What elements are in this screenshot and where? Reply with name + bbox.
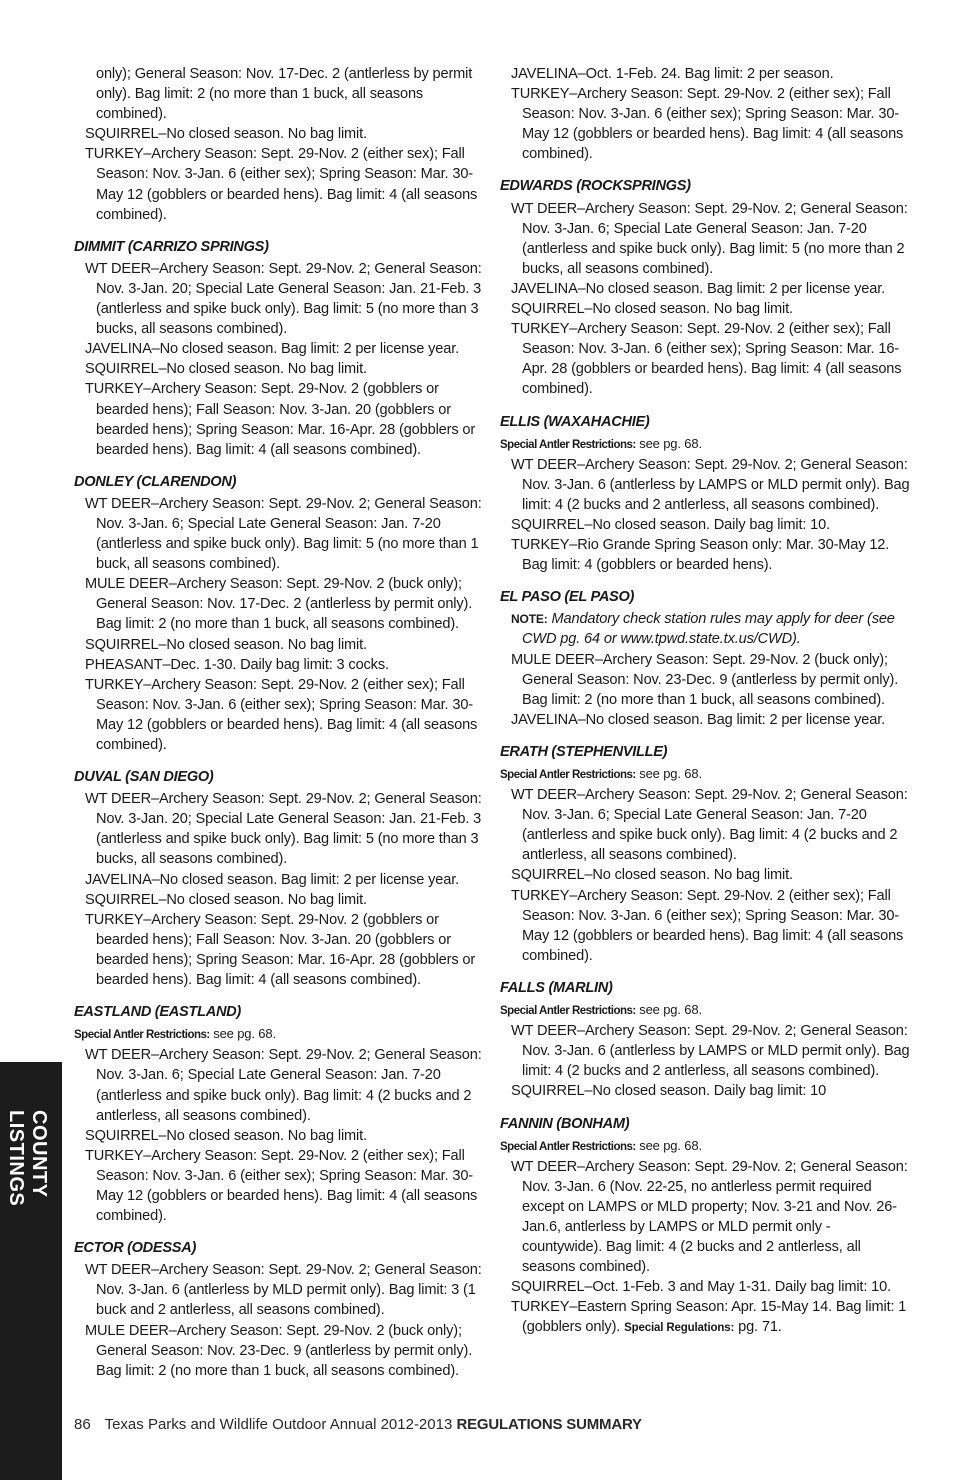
note-line (500, 609, 910, 649)
season-text: SQUIRREL–No closed season. No bag limit. (85, 891, 367, 908)
season-entry (74, 1126, 484, 1146)
season-entry (74, 890, 484, 910)
season-text: SQUIRREL–No closed season. No bag limit. (85, 361, 367, 378)
season-text: SQUIRREL–Oct. 1-Feb. 3 and May 1-31. Daily bag limit: 10. (511, 1279, 891, 1296)
antler-restriction-line (500, 764, 910, 785)
season-entry (500, 650, 910, 710)
season-entry (74, 259, 484, 339)
season-text: TURKEY–Archery Season: Sept. 29-Nov. 2 (gobblers or bearded hens); Fall Season: Nov. 3-Jan. 20 (gobblers or bearded hens); Spring Season: Mar. 16-Apr. 28 (gobblers or bearded hens). Bag limit: 4 (all seasons combined). (85, 381, 476, 458)
season-entry (500, 299, 910, 319)
season-text: JAVELINA–No closed season. Bag limit: 2 per license year. (85, 341, 460, 358)
season-text: WT DEER–Archery Season: Sept. 29-Nov. 2; General Season: Nov. 3-Jan. 6; Special Late General Season: Jan. 7-20 (antlerless and spike buck only). Bag limit: 5 (no more than 2 bucks, all seasons combined). (511, 200, 908, 277)
season-entry (74, 870, 484, 890)
season-text: WT DEER–Archery Season: Sept. 29-Nov. 2; General Season: Nov. 3-Jan. 6 (Nov. 22-25, no antlerless permit required except on LAMPS or MLD property; Nov. 3-21 and Nov. 26-Jan.6, antlerless by LAMPS or MLD permit only - countywide). Bag limit: 4 (2 bucks and 2 antlerless, all seasons combined). (511, 1158, 908, 1276)
season-text: TURKEY–Archery Season: Sept. 29-Nov. 2 (either sex); Fall Season: Nov. 3-Jan. 6 (either sex); Spring Season: Mar. 30-May 12 (gobblers or bearded hens). Bag limit: 4 (all seasons combined). (85, 1147, 478, 1225)
season-text: SQUIRREL–No closed season. No bag limit. (85, 1127, 367, 1144)
season-text: WT DEER–Archery Season: Sept. 29-Nov. 2; General Season: Nov. 3-Jan. 20; Special Late General Season: Jan. 21-Feb. 3 (antlerless and spike buck only). Bag limit: 5 (no more than 3 bucks, all seasons combined). (85, 791, 482, 868)
county-heading: ECTOR (ODESSA) (74, 1240, 197, 1257)
season-text: SQUIRREL–No closed season. No bag limit. (511, 867, 793, 884)
season-entry (74, 494, 484, 574)
season-entry (500, 319, 910, 399)
season-entry (74, 379, 484, 459)
season-text: SQUIRREL–No closed season. No bag limit. (85, 636, 367, 653)
season-text: WT DEER–Archery Season: Sept. 29-Nov. 2; General Season: Nov. 3-Jan. 6; Special Late General Season: Jan. 7-20 (antlerless and spike buck only). Bag limit: 4 (2 bucks and 2 antlerless, all seasons combined). (511, 787, 908, 864)
season-text: only); General Season: Nov. 17-Dec. 2 (antlerless by permit only). Bag limit: 2 (no more than 1 buck, all seasons combined). (96, 66, 473, 123)
season-entry (500, 199, 910, 279)
season-text: TURKEY–Archery Season: Sept. 29-Nov. 2 (either sex); Fall Season: Nov. 3-Jan. 6 (either sex); Spring Season: Mar. 30-May 12 (gobblers or bearded hens). Bag limit: 4 (all seasons combined). (511, 86, 904, 163)
restriction-text: see pg. 68. (635, 1002, 702, 1018)
season-text: TURKEY–Archery Season: Sept. 29-Nov. 2 (gobblers or bearded hens); Fall Season: Nov. 3-Jan. 20 (gobblers or bearded hens); Spring Season: Mar. 16-Apr. 28 (gobblers or bearded hens). Bag limit: 4 (all seasons combined). (85, 911, 476, 989)
season-text: JAVELINA–No closed season. Bag limit: 2 per license year. (511, 711, 886, 728)
season-text: MULE DEER–Archery Season: Sept. 29-Nov. 2 (buck only); General Season: Nov. 23-Dec. 9 (antlerless by permit only). Bag limit: 2 (no more than 1 buck, all seasons combined). (511, 651, 899, 708)
antler-restriction-line (500, 1136, 910, 1157)
season-entry (500, 64, 910, 84)
season-text: MULE DEER–Archery Season: Sept. 29-Nov. 2 (buck only); General Season: Nov. 23-Dec. 9 (antlerless by permit only). Bag limit: 2 (no more than 1 buck, all seasons combined). (85, 1322, 473, 1379)
season-entry (74, 910, 484, 990)
season-text: JAVELINA–No closed season. Bag limit: 2 per license year. (511, 280, 886, 297)
season-entry (74, 1146, 484, 1226)
county-heading: EASTLAND (EASTLAND) (74, 1004, 241, 1021)
left-column (74, 64, 484, 1381)
season-text: PHEASANT–Dec. 1-30. Daily bag limit: 3 cocks. (85, 656, 389, 673)
restriction-label: Special Antler Restrictions: (500, 1140, 636, 1153)
season-entry (500, 1021, 910, 1081)
season-entry (500, 1157, 910, 1278)
right-column (500, 64, 910, 1339)
season-text: WT DEER–Archery Season: Sept. 29-Nov. 2; General Season: Nov. 3-Jan. 6; Special Late General Season: Jan. 7-20 (antlerless and spike buck only). Bag limit: 5 (no more than 1 buck, all seasons combined). (85, 495, 482, 573)
season-entry (74, 339, 484, 359)
season-entry (500, 1081, 910, 1101)
season-text: SQUIRREL–No closed season. No bag limit. (85, 126, 367, 143)
season-entry (500, 1297, 910, 1338)
restriction-label: Special Antler Restrictions: (500, 438, 636, 451)
season-text: SQUIRREL–No closed season. No bag limit. (511, 301, 793, 318)
season-entry (500, 455, 910, 515)
season-entry (74, 574, 484, 634)
season-text: MULE DEER–Archery Season: Sept. 29-Nov. 2 (buck only); General Season: Nov. 17-Dec. 2 (antlerless by permit only). Bag limit: 2 (no more than 1 buck, all seasons combined). (85, 576, 473, 633)
county-heading: FALLS (MARLIN) (500, 979, 613, 996)
antler-restriction-line (500, 1000, 910, 1021)
season-text: JAVELINA–Oct. 1-Feb. 24. Bag limit: 2 per season. (511, 66, 834, 82)
season-entry (500, 515, 910, 535)
season-entry (74, 124, 484, 144)
season-entry (74, 655, 484, 675)
season-entry (500, 785, 910, 865)
season-entry (500, 865, 910, 885)
restriction-label: Special Antler Restrictions: (500, 1005, 636, 1018)
season-text: SQUIRREL–No closed season. Daily bag limit: 10 (511, 1083, 827, 1100)
season-text: WT DEER–Archery Season: Sept. 29-Nov. 2; General Season: Nov. 3-Jan. 6 (antlerless by LAMPS or MLD permit only). Bag limit: 4 (2 bucks and 2 antlerless, all seasons combined). (511, 456, 910, 513)
special-regulations-label: Special Regulations: (624, 1322, 735, 1335)
county-heading: EDWARDS (ROCKSPRINGS) (500, 178, 691, 195)
note-text: Mandatory check station rules may apply for deer (see CWD pg. 64 or www.tpwd.state.tx.us/CWD). (522, 611, 895, 648)
restriction-text: see pg. 68. (635, 1137, 702, 1153)
county-heading: ERATH (STEPHENVILLE) (500, 743, 668, 760)
page-number: 86 (74, 1416, 91, 1433)
season-entry (74, 635, 484, 655)
antler-restriction-line (74, 1024, 484, 1045)
special-regulations-text: pg. 71. (734, 1319, 782, 1336)
restriction-text: see pg. 68. (635, 435, 702, 451)
season-text: WT DEER–Archery Season: Sept. 29-Nov. 2; General Season: Nov. 3-Jan. 6 (antlerless by MLD permit only). Bag limit: 3 (1 buck and 2 antlerless, all seasons combined). (85, 1262, 482, 1319)
season-entry (74, 144, 484, 224)
season-text: TURKEY–Rio Grande Spring Season only: Mar. 30-May 12. Bag limit: 4 (gobblers or bearded hens). (511, 537, 890, 574)
publication-title: Texas Parks and Wildlife Outdoor Annual 2012-2013 (104, 1416, 453, 1433)
section-title: REGULATIONS SUMMARY (456, 1416, 642, 1433)
restriction-label: Special Antler Restrictions: (500, 769, 636, 781)
season-text: SQUIRREL–No closed season. Daily bag limit: 10. (511, 516, 831, 533)
season-entry (500, 84, 910, 164)
season-text: TURKEY–Archery Season: Sept. 29-Nov. 2 (either sex); Fall Season: Nov. 3-Jan. 6 (either sex); Spring Season: Mar. 16-Apr. 28 (gobblers or bearded hens). Bag limit: 4 (all seasons combined). (511, 321, 902, 398)
season-text: TURKEY–Archery Season: Sept. 29-Nov. 2 (either sex); Fall Season: Nov. 3-Jan. 6 (either sex); Spring Season: Mar. 30-May 12 (gobblers or bearded hens). Bag limit: 4 (all seasons combined). (85, 676, 478, 753)
season-entry (74, 1260, 484, 1320)
season-entry (500, 1277, 910, 1297)
county-heading: FANNIN (BONHAM) (500, 1115, 630, 1132)
season-entry (74, 64, 484, 124)
season-text: TURKEY–Archery Season: Sept. 29-Nov. 2 (either sex); Fall Season: Nov. 3-Jan. 6 (either sex); Spring Season: Mar. 30-May 12 (gobblers or bearded hens). Bag limit: 4 (all seasons combined). (511, 887, 904, 964)
season-entry (74, 675, 484, 755)
season-entry (500, 886, 910, 966)
season-entry (500, 710, 910, 730)
antler-restriction-line (500, 434, 910, 455)
season-entry (74, 789, 484, 869)
county-heading: DIMMIT (CARRIZO SPRINGS) (74, 238, 269, 255)
season-entry (74, 359, 484, 379)
sidebar-label: COUNTY LISTINGS (5, 1110, 50, 1207)
season-text: TURKEY–Eastern Spring Season: Apr. 15-May 14. Bag limit: 1 (gobblers only). (511, 1299, 907, 1336)
county-heading: DUVAL (SAN DIEGO) (74, 769, 214, 786)
restriction-label: Special Antler Restrictions: (74, 1029, 210, 1042)
note-label: NOTE: (511, 612, 548, 627)
season-text: WT DEER–Archery Season: Sept. 29-Nov. 2; General Season: Nov. 3-Jan. 20; Special Late General Season: Jan. 21-Feb. 3 (antlerless and spike buck only). Bag limit: 5 (no more than 3 bucks, all seasons combined). (85, 260, 482, 338)
season-text: WT DEER–Archery Season: Sept. 29-Nov. 2; General Season: Nov. 3-Jan. 6 (antlerless by LAMPS or MLD permit only). Bag limit: 4 (2 bucks and 2 antlerless, all seasons combined). (511, 1023, 910, 1080)
season-entry (74, 1321, 484, 1381)
restriction-text: see pg. 68. (209, 1026, 276, 1042)
season-text: WT DEER–Archery Season: Sept. 29-Nov. 2; General Season: Nov. 3-Jan. 6; Special Late General Season: Jan. 7-20 (antlerless and spike buck only). Bag limit: 4 (2 bucks and 2 antlerless, all seasons combined). (85, 1047, 482, 1124)
season-text: JAVELINA–No closed season. Bag limit: 2 per license year. (85, 871, 460, 888)
season-entry (500, 535, 910, 575)
county-heading: ELLIS (WAXAHACHIE) (500, 413, 650, 430)
county-heading: DONLEY (CLARENDON) (74, 473, 237, 490)
season-text: TURKEY–Archery Season: Sept. 29-Nov. 2 (either sex); Fall Season: Nov. 3-Jan. 6 (either sex); Spring Season: Mar. 30-May 12 (gobblers or bearded hens). Bag limit: 4 (all seasons combined). (85, 146, 478, 223)
season-entry (500, 279, 910, 299)
county-heading: EL PASO (EL PASO) (500, 589, 635, 606)
restriction-text: see pg. 68. (635, 766, 702, 781)
page-footer (74, 1416, 914, 1433)
season-entry (74, 1045, 484, 1125)
